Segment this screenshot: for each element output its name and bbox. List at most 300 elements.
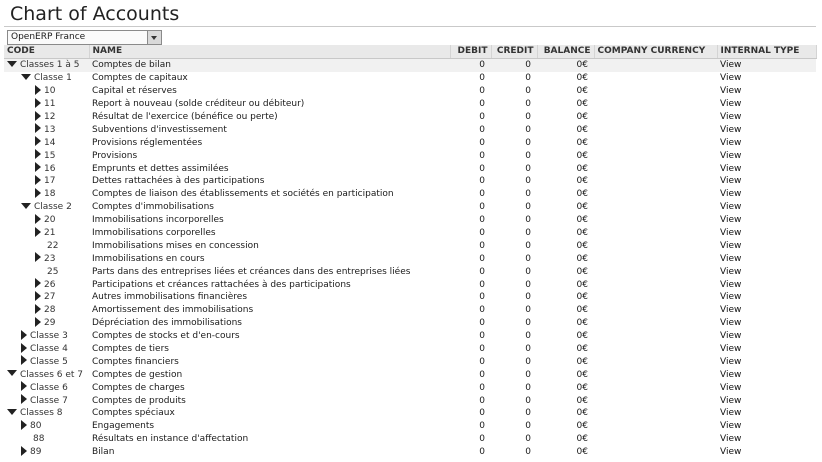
account-balance: 0€ (576, 163, 588, 174)
account-name: Participations et créances rattachées à des participations (92, 279, 351, 290)
account-code-cell (4, 368, 89, 381)
account-code-cell (4, 446, 89, 459)
account-company-currency (594, 317, 717, 330)
account-code-cell (4, 343, 89, 356)
account-code-cell (4, 252, 89, 265)
account-code: 25 (47, 266, 59, 277)
column-header-company-currency[interactable]: COMPANY CURRENCY (594, 45, 717, 59)
account-balance: 0€ (576, 292, 588, 303)
table-row[interactable] (4, 201, 816, 214)
account-name: Report à nouveau (solde créditeur ou débiteur) (92, 99, 305, 110)
account-internal-type: View (720, 421, 742, 432)
account-code: Classe 3 (30, 331, 68, 342)
table-row[interactable] (4, 330, 816, 343)
table-row[interactable] (4, 149, 816, 162)
account-name: Comptes de gestion (92, 369, 183, 380)
table-row[interactable] (4, 59, 816, 72)
account-name: Comptes de bilan (89, 59, 450, 72)
account-code-cell (4, 59, 89, 72)
title-divider (4, 26, 816, 27)
account-code: 89 (30, 447, 42, 458)
account-company-currency (594, 72, 717, 85)
account-balance: 0€ (576, 253, 588, 264)
account-code-cell (4, 123, 89, 136)
account-credit: 0 (525, 163, 531, 174)
table-row[interactable] (4, 162, 816, 175)
expand-triangle-icon[interactable] (21, 381, 27, 391)
account-internal-type: View (720, 240, 742, 251)
account-balance: 0€ (576, 202, 588, 213)
account-company-currency (594, 98, 717, 111)
account-debit: 0 (479, 150, 485, 161)
account-company-currency (594, 227, 717, 240)
account-code: 28 (44, 305, 56, 316)
account-debit: 0 (479, 369, 485, 380)
account-internal-type: View (720, 163, 742, 174)
account-credit: 0 (525, 382, 531, 393)
account-name: Bilan (92, 447, 115, 458)
account-internal-type: View (720, 86, 742, 97)
expand-triangle-icon[interactable] (35, 304, 41, 314)
account-credit: 0 (525, 215, 531, 226)
account-code: 12 (44, 112, 56, 122)
account-credit: 0 (525, 86, 531, 97)
expand-triangle-icon[interactable] (35, 123, 41, 133)
collapse-triangle-icon[interactable] (7, 370, 17, 376)
account-internal-type: View (720, 73, 742, 84)
account-company-currency (594, 330, 717, 343)
account-internal-type: View (720, 279, 742, 290)
account-code-cell (4, 227, 89, 240)
account-name: Engagements (92, 421, 155, 432)
table-row[interactable] (4, 343, 816, 356)
column-header-name[interactable]: NAME (89, 45, 450, 59)
account-code: 18 (44, 189, 56, 200)
chart-template-select[interactable] (7, 30, 162, 45)
account-internal-type: View (720, 292, 742, 303)
account-name: Comptes de capitaux (92, 73, 188, 84)
account-debit: 0 (479, 344, 485, 355)
account-credit: 0 (525, 292, 531, 303)
account-name: Comptes de produits (92, 395, 186, 406)
account-code: Classe 1 (34, 73, 72, 84)
table-row[interactable] (4, 394, 816, 407)
table-row[interactable] (4, 291, 816, 304)
account-code: 20 (44, 215, 56, 226)
account-internal-type: View (720, 124, 742, 135)
column-header-debit[interactable]: DEBIT (450, 45, 491, 59)
account-company-currency (594, 407, 717, 420)
account-code-cell (4, 265, 89, 278)
account-debit: 0 (450, 59, 491, 72)
expand-triangle-icon[interactable] (35, 317, 41, 327)
account-code-cell (4, 136, 89, 149)
account-balance: 0€ (576, 73, 588, 84)
account-credit: 0 (525, 408, 531, 419)
account-company-currency (594, 59, 717, 72)
account-debit: 0 (479, 318, 485, 329)
table-row[interactable] (4, 381, 816, 394)
account-balance: 0€ (576, 176, 588, 187)
expand-triangle-icon[interactable] (35, 175, 41, 185)
account-debit: 0 (479, 331, 485, 342)
account-balance: 0€ (576, 421, 588, 432)
collapse-triangle-icon[interactable] (21, 74, 31, 80)
account-internal-type: View (720, 344, 742, 355)
account-balance: 0€ (576, 112, 588, 122)
account-internal-type: View (720, 99, 742, 110)
account-name: Emprunts et dettes assimilées (92, 163, 229, 174)
column-header-code[interactable]: CODE (4, 45, 89, 59)
account-name: Immobilisations incorporelles (92, 215, 224, 226)
account-balance: 0€ (576, 382, 588, 393)
expand-triangle-icon[interactable] (21, 355, 27, 365)
account-credit: 0 (525, 253, 531, 264)
expand-triangle-icon[interactable] (35, 227, 41, 237)
account-balance: 0€ (576, 408, 588, 419)
account-code: Classe 7 (30, 395, 68, 406)
account-name: Comptes de tiers (92, 344, 169, 355)
account-balance: 0€ (537, 59, 594, 72)
account-debit: 0 (479, 99, 485, 110)
account-credit: 0 (525, 124, 531, 135)
account-balance: 0€ (576, 228, 588, 239)
expand-triangle-icon[interactable] (21, 446, 27, 456)
account-name: Subventions d'investissement (92, 124, 227, 135)
account-debit: 0 (479, 408, 485, 419)
account-code-cell (4, 381, 89, 394)
account-name: Comptes de liaison des établissements et sociétés en participation (92, 189, 394, 200)
expand-triangle-icon[interactable] (35, 188, 41, 198)
account-name: Parts dans des entreprises liées et créances dans des entreprises liées (92, 266, 411, 277)
account-credit: 0 (525, 279, 531, 290)
table-row[interactable] (4, 136, 816, 149)
account-balance: 0€ (576, 305, 588, 316)
account-internal-type: View (720, 228, 742, 239)
account-balance: 0€ (576, 150, 588, 161)
account-code-cell (4, 214, 89, 227)
expand-triangle-icon[interactable] (21, 420, 27, 430)
account-debit: 0 (479, 189, 485, 200)
account-internal-type: View (720, 176, 742, 187)
account-debit: 0 (479, 176, 485, 187)
account-company-currency (594, 201, 717, 214)
account-debit: 0 (479, 395, 485, 406)
account-code-cell (4, 317, 89, 330)
account-debit: 0 (479, 163, 485, 174)
account-credit: 0 (525, 395, 531, 406)
account-debit: 0 (479, 240, 485, 251)
account-company-currency (594, 239, 717, 252)
account-debit: 0 (479, 292, 485, 303)
account-credit: 0 (525, 434, 531, 445)
account-credit: 0 (525, 356, 531, 367)
account-code: 13 (44, 124, 56, 135)
account-code-cell (4, 407, 89, 420)
table-row[interactable] (4, 407, 816, 420)
table-row[interactable] (4, 175, 816, 188)
account-balance: 0€ (576, 86, 588, 97)
account-code: Classes 1 à 5 (20, 60, 80, 71)
account-internal-type: View (720, 150, 742, 161)
account-internal-type: View (720, 253, 742, 264)
account-company-currency (594, 420, 717, 433)
account-debit: 0 (479, 137, 485, 148)
account-name: Comptes de charges (92, 382, 185, 393)
account-company-currency (594, 433, 717, 446)
table-row[interactable] (4, 214, 816, 227)
account-name: Immobilisations mises en concession (92, 240, 259, 251)
account-code-cell (4, 304, 89, 317)
account-internal-type: View (720, 369, 742, 380)
account-debit: 0 (479, 421, 485, 432)
account-code-cell (4, 201, 89, 214)
account-code-cell (4, 433, 89, 446)
account-code-cell (4, 239, 89, 252)
account-code-cell (4, 72, 89, 85)
account-code: 80 (30, 421, 42, 432)
account-debit: 0 (479, 253, 485, 264)
account-debit: 0 (479, 124, 485, 135)
table-row[interactable] (4, 123, 816, 136)
table-row[interactable] (4, 433, 816, 446)
account-debit: 0 (479, 305, 485, 316)
account-company-currency (594, 291, 717, 304)
account-credit: 0 (525, 447, 531, 458)
account-company-currency (594, 265, 717, 278)
account-balance: 0€ (576, 279, 588, 290)
account-name: Immobilisations en cours (92, 253, 205, 264)
account-credit: 0 (525, 176, 531, 187)
account-balance: 0€ (576, 369, 588, 380)
account-code-cell (4, 394, 89, 407)
account-internal-type: View (720, 356, 742, 367)
account-company-currency (594, 278, 717, 291)
account-code: 88 (33, 434, 45, 445)
table-row[interactable] (4, 85, 816, 98)
account-code: 21 (44, 228, 56, 239)
account-code: 22 (47, 240, 59, 251)
table-row[interactable] (4, 111, 816, 124)
account-balance: 0€ (576, 137, 588, 148)
account-credit: 0 (525, 266, 531, 277)
account-company-currency (594, 85, 717, 98)
account-balance: 0€ (576, 318, 588, 329)
account-name: Amortissement des immobilisations (92, 305, 254, 316)
account-credit: 0 (525, 73, 531, 84)
account-code: 14 (44, 137, 56, 148)
account-debit: 0 (479, 434, 485, 445)
account-debit: 0 (479, 73, 485, 84)
table-row[interactable] (4, 239, 816, 252)
account-company-currency (594, 355, 717, 368)
account-debit: 0 (479, 356, 485, 367)
account-debit: 0 (479, 266, 485, 277)
account-code: Classes 8 (20, 408, 63, 419)
table-row[interactable] (4, 304, 816, 317)
page-title: Chart of Accounts (10, 3, 180, 25)
account-credit: 0 (525, 240, 531, 251)
account-company-currency (594, 214, 717, 227)
table-row[interactable] (4, 98, 816, 111)
account-code-cell (4, 111, 89, 124)
expand-triangle-icon[interactable] (35, 278, 41, 288)
account-debit: 0 (479, 202, 485, 213)
account-credit: 0 (525, 112, 531, 122)
account-name: Résultat de l'exercice (bénéfice ou perte) (92, 112, 278, 122)
account-code: Classe 4 (30, 344, 68, 355)
account-code-cell (4, 330, 89, 343)
table-row[interactable] (4, 317, 816, 330)
account-internal-type: View (720, 202, 742, 213)
collapse-triangle-icon[interactable] (21, 203, 31, 209)
account-debit: 0 (479, 112, 485, 122)
table-row[interactable] (4, 265, 816, 278)
account-company-currency (594, 446, 717, 459)
expand-triangle-icon[interactable] (21, 343, 27, 353)
expand-triangle-icon[interactable] (35, 252, 41, 262)
account-name: Comptes financiers (92, 356, 179, 367)
account-credit: 0 (491, 59, 537, 72)
expand-triangle-icon[interactable] (35, 111, 41, 121)
expand-triangle-icon[interactable] (35, 162, 41, 172)
account-internal-type: View (720, 382, 742, 393)
table-row[interactable] (4, 446, 816, 459)
expand-triangle-icon[interactable] (35, 98, 41, 108)
account-balance: 0€ (576, 240, 588, 251)
accounts-table (4, 45, 817, 459)
account-balance: 0€ (576, 99, 588, 110)
account-company-currency (594, 111, 717, 124)
expand-triangle-icon[interactable] (21, 394, 27, 404)
table-row[interactable] (4, 227, 816, 240)
account-credit: 0 (525, 189, 531, 200)
account-code: 29 (44, 318, 56, 329)
table-row[interactable] (4, 72, 816, 85)
dropdown-arrow-icon[interactable] (147, 31, 161, 44)
column-header-credit[interactable]: CREDIT (491, 45, 537, 59)
expand-triangle-icon[interactable] (21, 330, 27, 340)
account-balance: 0€ (576, 124, 588, 135)
expand-triangle-icon[interactable] (35, 149, 41, 159)
account-company-currency (594, 123, 717, 136)
account-balance: 0€ (576, 215, 588, 226)
column-header-internal-type[interactable]: INTERNAL TYPE (717, 45, 816, 59)
account-name: Comptes d'immobilisations (92, 202, 214, 213)
account-credit: 0 (525, 344, 531, 355)
account-company-currency (594, 368, 717, 381)
account-credit: 0 (525, 99, 531, 110)
account-internal-type: View (720, 408, 742, 419)
account-credit: 0 (525, 150, 531, 161)
account-debit: 0 (479, 228, 485, 239)
account-code-cell (4, 278, 89, 291)
account-code-cell (4, 188, 89, 201)
account-name: Autres immobilisations financières (92, 292, 248, 303)
expand-triangle-icon[interactable] (35, 85, 41, 95)
account-internal-type: View (720, 137, 742, 148)
account-company-currency (594, 162, 717, 175)
expand-triangle-icon[interactable] (35, 136, 41, 146)
collapse-triangle-icon[interactable] (7, 409, 17, 415)
account-name: Comptes spéciaux (92, 408, 175, 419)
account-code: 10 (44, 86, 56, 97)
account-company-currency (594, 136, 717, 149)
account-internal-type: View (720, 318, 742, 329)
account-company-currency (594, 304, 717, 317)
table-row[interactable] (4, 252, 816, 265)
account-balance: 0€ (576, 266, 588, 277)
expand-triangle-icon[interactable] (35, 214, 41, 224)
account-name: Résultats en instance d'affectation (92, 434, 249, 445)
account-credit: 0 (525, 228, 531, 239)
account-balance: 0€ (576, 395, 588, 406)
table-row[interactable] (4, 355, 816, 368)
account-balance: 0€ (576, 344, 588, 355)
account-balance: 0€ (576, 356, 588, 367)
accounts-table-body (4, 59, 816, 459)
account-code-cell (4, 420, 89, 433)
account-internal-type: View (720, 112, 742, 122)
account-internal-type: View (720, 215, 742, 226)
account-internal-type: View (720, 447, 742, 458)
account-code-cell (4, 355, 89, 368)
account-code: 16 (44, 163, 56, 174)
account-credit: 0 (525, 305, 531, 316)
account-debit: 0 (479, 447, 485, 458)
account-name: Dépréciation des immobilisations (92, 318, 242, 329)
account-debit: 0 (479, 215, 485, 226)
expand-triangle-icon[interactable] (35, 291, 41, 301)
account-code: Classe 2 (34, 202, 72, 213)
account-credit: 0 (525, 331, 531, 342)
account-credit: 0 (525, 318, 531, 329)
table-header-row (4, 45, 816, 59)
table-row[interactable] (4, 278, 816, 291)
account-credit: 0 (525, 421, 531, 432)
column-header-balance[interactable]: BALANCE (537, 45, 594, 59)
account-debit: 0 (479, 382, 485, 393)
account-code: 11 (44, 99, 56, 110)
account-name: Provisions (92, 150, 138, 161)
account-balance: 0€ (576, 189, 588, 200)
account-code-cell (4, 175, 89, 188)
account-code-cell (4, 85, 89, 98)
account-debit: 0 (479, 279, 485, 290)
account-company-currency (594, 381, 717, 394)
table-row[interactable] (4, 188, 816, 201)
account-internal-type: View (720, 189, 742, 200)
account-code: Classes 6 et 7 (20, 369, 84, 380)
collapse-triangle-icon[interactable] (7, 61, 17, 67)
account-balance: 0€ (576, 447, 588, 458)
account-name: Immobilisations corporelles (92, 228, 216, 239)
account-internal-type: View (720, 305, 742, 316)
account-balance: 0€ (576, 434, 588, 445)
account-code-cell (4, 291, 89, 304)
account-code: 17 (44, 176, 56, 187)
account-company-currency (594, 175, 717, 188)
account-name: Provisions réglementées (92, 137, 203, 148)
account-company-currency (594, 394, 717, 407)
table-row[interactable] (4, 420, 816, 433)
account-code: 27 (44, 292, 56, 303)
account-name: Capital et réserves (92, 86, 177, 97)
account-balance: 0€ (576, 331, 588, 342)
account-code: 23 (44, 253, 56, 264)
account-code: Classe 5 (30, 356, 68, 367)
table-row[interactable] (4, 368, 816, 381)
